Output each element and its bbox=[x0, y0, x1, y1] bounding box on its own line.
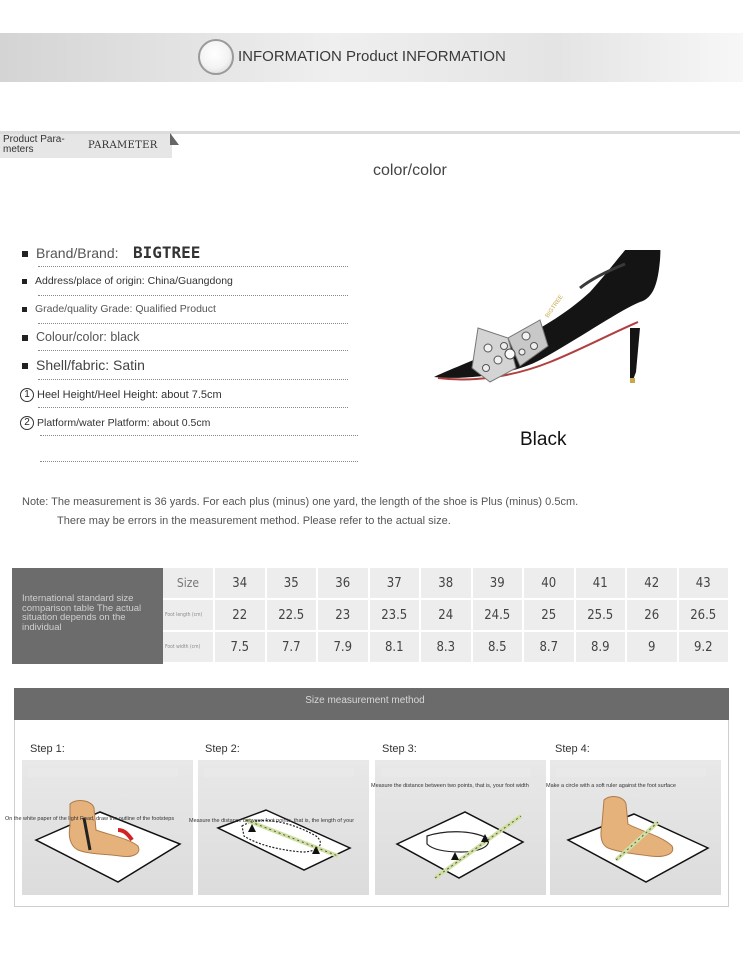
insole-brand-mark: BIGTREE bbox=[544, 294, 565, 320]
size-table-cell-size: 38 bbox=[421, 568, 473, 600]
circled-number: 2 bbox=[20, 416, 34, 430]
parameters-tab-label-en: PARAMETER bbox=[88, 140, 158, 151]
size-table-cell-size: 35 bbox=[267, 568, 319, 600]
page-title: INFORMATION Product INFORMATION bbox=[238, 48, 506, 65]
foot-length-measure-icon bbox=[198, 760, 369, 895]
circled-number: 1 bbox=[20, 388, 34, 402]
dotted-divider bbox=[38, 323, 348, 324]
size-table-cell-size: 37 bbox=[370, 568, 422, 600]
shoe-heel bbox=[630, 328, 640, 380]
dotted-divider bbox=[38, 407, 348, 408]
step-3-label: Step 3: bbox=[382, 743, 417, 755]
size-table-cell-foot-length: 26.5 bbox=[679, 600, 731, 632]
note-line-2: There may be errors in the measurement method. Please refer to the actual size. bbox=[57, 515, 451, 527]
size-table-cell-foot-length: 23.5 bbox=[370, 600, 422, 632]
step-3-caption: Measure the distance between two points, that is, your foot width bbox=[371, 783, 529, 789]
size-table-cell-foot-length: 23 bbox=[318, 600, 370, 632]
bullet-icon bbox=[22, 307, 27, 312]
foot-outline-drawing-icon bbox=[22, 760, 193, 895]
spec-heel-text: Heel Height/Heel Height: about 7.5cm bbox=[37, 388, 222, 401]
bullet-icon bbox=[22, 335, 28, 341]
step-1-label: Step 1: bbox=[30, 743, 65, 755]
size-table-cell-foot-width: 7.7 bbox=[267, 632, 319, 664]
dotted-divider bbox=[40, 461, 358, 462]
foot-width-measure-icon bbox=[375, 760, 546, 895]
spec-brand bbox=[22, 243, 200, 263]
size-table-cell-foot-width: 8.3 bbox=[421, 632, 473, 664]
spec-colour-text: Colour/color: black bbox=[36, 330, 140, 344]
size-table-description: International standard size comparison table The actual situation depends on the individual bbox=[22, 593, 142, 633]
step-2-caption: Measure the distance between foot points, that is, the length of your bbox=[189, 818, 355, 824]
dotted-divider bbox=[38, 295, 348, 296]
spec-grade-text: Grade/quality Grade: Qualified Product bbox=[35, 303, 216, 315]
size-table-cell-foot-width: 7.5 bbox=[215, 632, 267, 664]
foot-circumference-measure-icon bbox=[550, 760, 721, 895]
step-1-illustration bbox=[22, 760, 193, 895]
spec-brand-value: BIGTREE bbox=[132, 243, 201, 262]
step-4-caption: Make a circle with a soft ruler against the foot surface bbox=[546, 783, 676, 789]
size-table-cell-foot-length: 24.5 bbox=[473, 600, 525, 632]
dotted-divider bbox=[40, 435, 358, 436]
step-4-illustration bbox=[550, 760, 721, 895]
dotted-divider bbox=[38, 379, 348, 380]
bullet-icon bbox=[22, 363, 28, 369]
step-4-label: Step 4: bbox=[555, 743, 590, 755]
measurement-method-title: Size measurement method bbox=[305, 695, 425, 706]
step-2-label: Step 2: bbox=[205, 743, 240, 755]
size-table-cell-foot-width: 9.2 bbox=[679, 632, 731, 664]
banner-circle-ornament bbox=[198, 39, 234, 75]
heel-tip bbox=[630, 378, 635, 383]
size-table-cell-size: 39 bbox=[473, 568, 525, 600]
size-table-cell-size: 43 bbox=[679, 568, 731, 600]
product-color-caption: Black bbox=[520, 429, 567, 450]
spec-colour bbox=[22, 330, 140, 344]
step-2-illustration bbox=[198, 760, 369, 895]
spec-grade bbox=[22, 303, 216, 315]
size-table-row-label-size: Size bbox=[163, 568, 215, 600]
size-table-cell-foot-width: 8.7 bbox=[524, 632, 576, 664]
bullet-icon bbox=[22, 279, 27, 284]
size-table-row-label-foot-width: Foot width (cm) bbox=[163, 632, 215, 664]
dotted-divider bbox=[38, 266, 348, 267]
spec-shell bbox=[22, 357, 145, 373]
size-table-cell-foot-width: 7.9 bbox=[318, 632, 370, 664]
size-table-cell-foot-width: 8.5 bbox=[473, 632, 525, 664]
spec-platform-text: Platform/water Platform: about 0.5cm bbox=[37, 416, 211, 429]
size-table-cell-foot-width: 8.9 bbox=[576, 632, 628, 664]
tab-corner-triangle bbox=[170, 133, 179, 145]
size-table-cell-size: 34 bbox=[215, 568, 267, 600]
spec-origin-text: Address/place of origin: China/Guangdong bbox=[35, 275, 233, 287]
size-table-cell-size: 42 bbox=[627, 568, 679, 600]
note-line-1: Note: The measurement is 36 yards. For each plus (minus) one yard, the length of the shoe is Plus (minus) 0.5cm. bbox=[22, 496, 579, 508]
dotted-divider bbox=[38, 350, 348, 351]
size-table-cell-foot-width: 8.1 bbox=[370, 632, 422, 664]
size-table-cell-foot-length: 26 bbox=[627, 600, 679, 632]
size-table-cell-foot-length: 25.5 bbox=[576, 600, 628, 632]
step-3-illustration bbox=[375, 760, 546, 895]
size-table-row-label-foot-length: Foot length (cm) bbox=[163, 600, 215, 632]
step-1-caption: On the white paper of the light Road, draw the outline of the footsteps bbox=[5, 816, 175, 822]
black-pump-shoe-image bbox=[430, 250, 670, 390]
size-table-cell-foot-length: 24 bbox=[421, 600, 473, 632]
color-heading: color/color bbox=[373, 162, 447, 179]
size-table-cell-foot-length: 22.5 bbox=[267, 600, 319, 632]
size-table-cell-foot-width: 9 bbox=[627, 632, 679, 664]
spec-heel bbox=[20, 388, 222, 402]
size-table-cell-foot-length: 25 bbox=[524, 600, 576, 632]
spec-platform bbox=[20, 416, 210, 430]
size-table-cell-size: 36 bbox=[318, 568, 370, 600]
spec-shell-text: Shell/fabric: Satin bbox=[36, 357, 145, 373]
size-table-cell-size: 41 bbox=[576, 568, 628, 600]
size-table-cell-size: 40 bbox=[524, 568, 576, 600]
bullet-icon bbox=[22, 251, 28, 257]
parameters-tab-label: Product Para-meters bbox=[3, 134, 65, 155]
spec-origin bbox=[22, 275, 233, 287]
rhinestone-bow bbox=[472, 320, 548, 382]
spec-brand-label: Brand/Brand: bbox=[36, 245, 119, 261]
size-table-cell-foot-length: 22 bbox=[215, 600, 267, 632]
